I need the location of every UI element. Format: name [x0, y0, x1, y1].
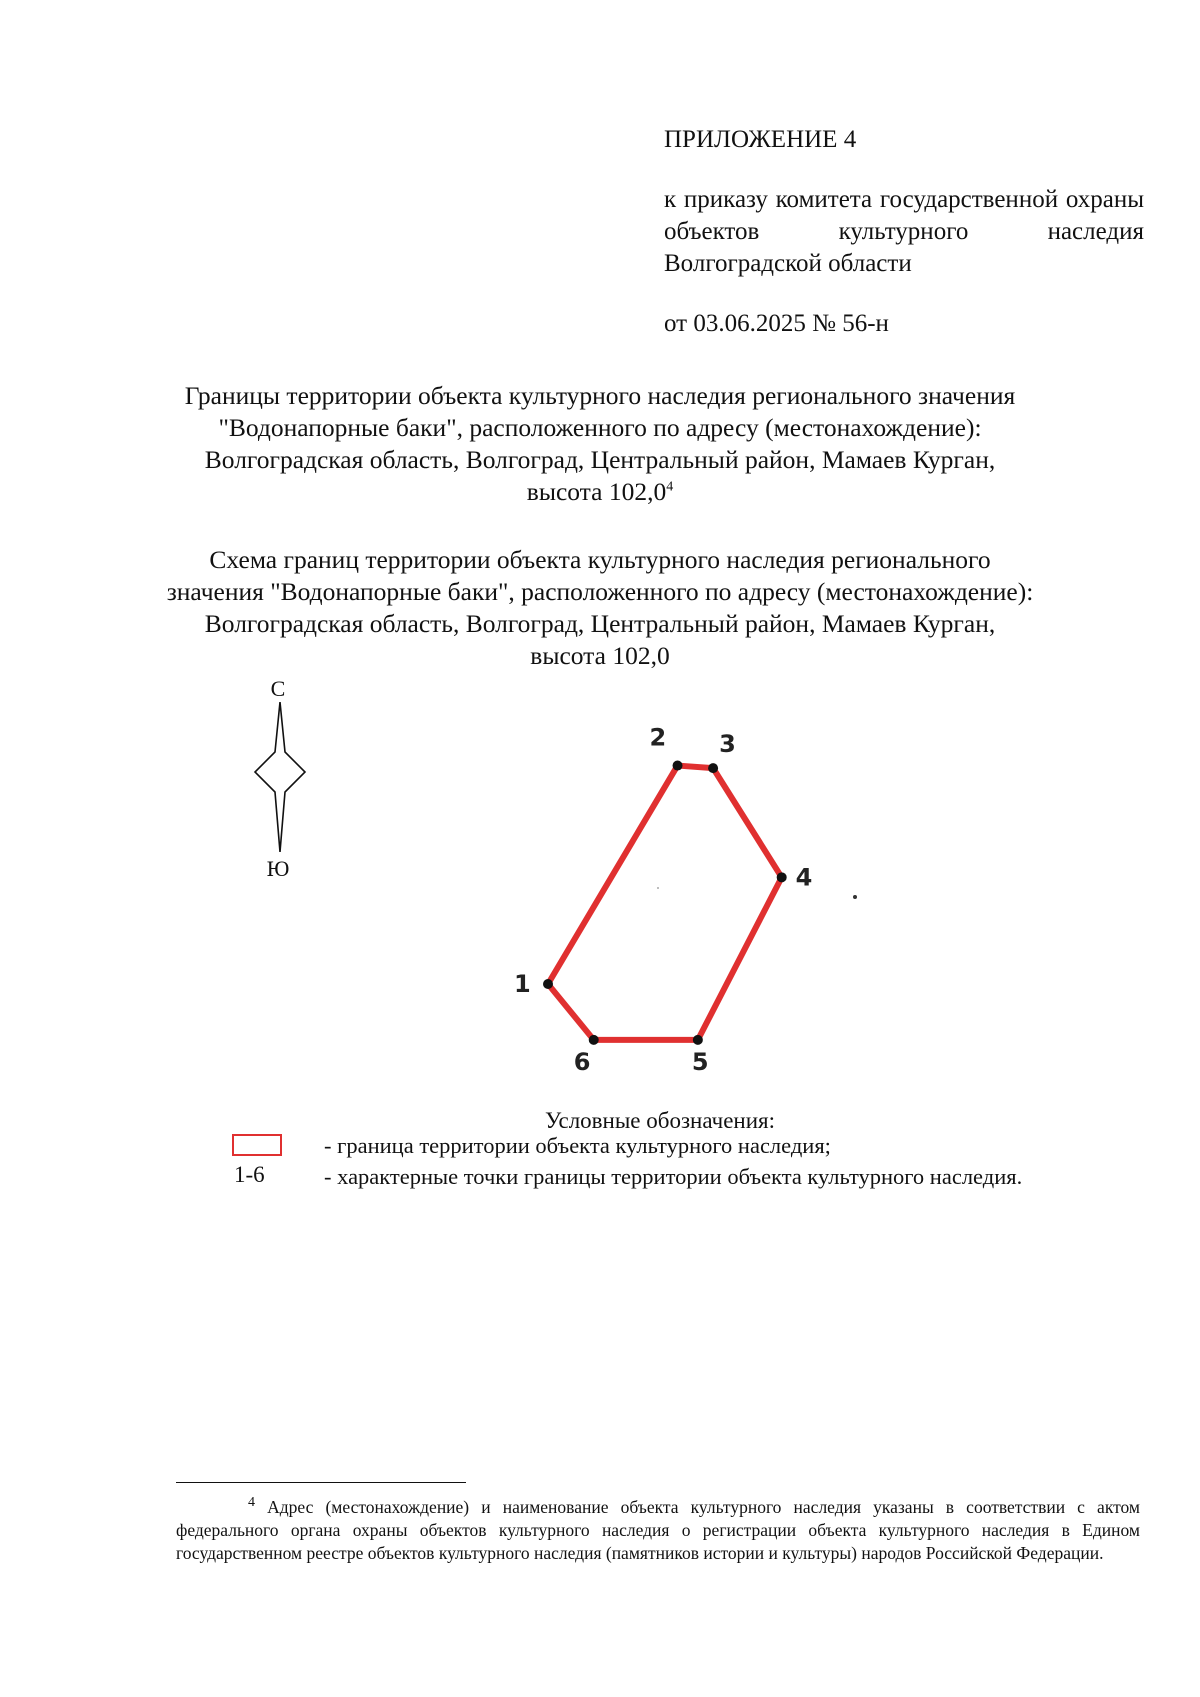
footnote-text: Адрес (местонахождение) и наименование объекта культурного наследия указаны в соответствии с актом федерального органа охраны объектов культурного наследия о регистрации объекта культурного наследия в Едином государственном реестре объектов культурного наследия (памятников истории и культуры) народов Российской Федерации. [176, 1497, 1140, 1563]
appendix-header [664, 124, 1144, 365]
boundary-point-marker [693, 1035, 703, 1045]
north-label: С [270, 676, 286, 701]
legend-title: Условные обозначения: [544, 1108, 776, 1133]
boundary-point-marker [708, 763, 718, 773]
legend-boundary-swatch [232, 1134, 282, 1156]
boundary-point-label: 4 [795, 863, 813, 892]
legend-boundary-desc: - граница территории объекта культурного наследия; [324, 1133, 831, 1158]
height-text: высота 102,0 [526, 477, 667, 506]
legend-points-desc: - характерные точки границы территории объекта культурного наследия. [324, 1164, 1023, 1189]
boundary-point-marker [673, 761, 683, 771]
footnote-separator [176, 1482, 466, 1483]
boundary-point-marker [777, 872, 787, 882]
order-reference: к приказу комитета государственной охраны объектов культурного наследия Волгоградской области [664, 186, 1144, 277]
order-date-number: от 03.06.2025 № 56-н [664, 310, 889, 337]
boundary-point-label: 3 [719, 730, 736, 759]
boundary-point-label: 6 [573, 1047, 591, 1076]
footnote-reference: 4 [666, 479, 674, 495]
scheme-title [150, 544, 1050, 672]
boundaries-title-line: "Водонапорные баки", расположенного по адресу (местонахождение): [218, 413, 982, 442]
boundaries-title-line: Волгоградская область, Волгоград, Центральный район, Мамаев Курган, [204, 445, 996, 474]
south-label: Ю [266, 856, 290, 881]
boundary-point-label: 1 [514, 970, 531, 998]
footnote-number: 4 [248, 1495, 255, 1511]
boundaries-title-line: Границы территории объекта культурного наследия регионального значения [184, 381, 1016, 410]
boundary-point-marker [589, 1035, 599, 1045]
footnote [176, 1496, 1140, 1565]
stray-mark [657, 887, 659, 889]
boundaries-title [150, 380, 1050, 508]
scheme-title-line: Волгоградская область, Волгоград, Центральный район, Мамаев Курган, [204, 609, 996, 638]
compass-star-icon [250, 702, 310, 852]
boundary-point-marker [543, 979, 553, 989]
boundary-polygon [548, 766, 782, 1040]
boundaries-title-line [150, 476, 1050, 508]
boundary-scheme [470, 700, 890, 1100]
north-arrow-compass [240, 676, 320, 886]
scheme-title-line: Схема границ территории объекта культурного наследия регионального [209, 545, 991, 574]
scheme-title-line: высота 102,0 [530, 641, 670, 670]
boundary-point-label: 5 [691, 1047, 709, 1076]
appendix-title: ПРИЛОЖЕНИЕ 4 [664, 126, 857, 153]
scheme-title-line: значения "Водонапорные баки", расположенного по адресу (местонахождение): [166, 577, 1034, 606]
legend-points-code: 1-6 [234, 1162, 265, 1187]
boundary-point-label: 2 [649, 723, 667, 752]
stray-mark [853, 895, 857, 899]
